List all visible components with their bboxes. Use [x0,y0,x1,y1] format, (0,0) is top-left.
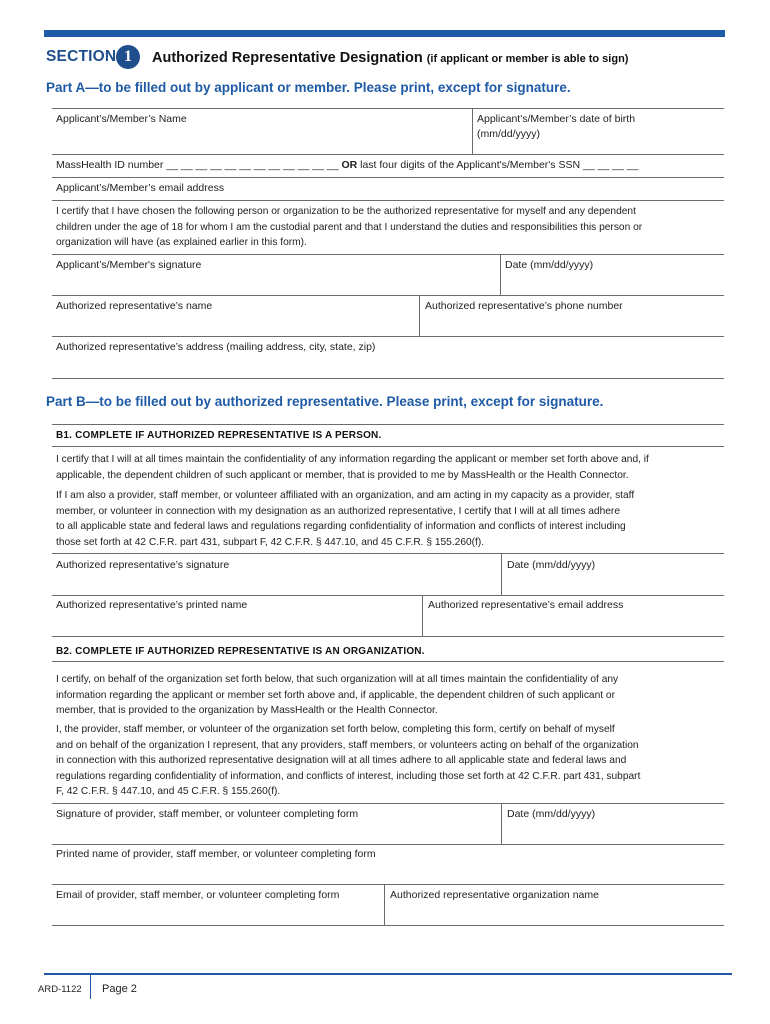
or-text: OR [341,159,358,171]
provider-date-field[interactable]: Date (mm/dd/yyyy) [507,808,596,820]
divider [52,884,724,885]
title-text: Authorized Representative Designation [152,50,423,66]
b1-paragraph-2 [56,488,728,550]
section-label: SECTION [46,48,117,65]
paragraph-line: member, that is provided to the organization by MassHealth or the Health Connector. [56,705,438,716]
footer-divider [90,975,91,999]
divider [52,295,724,296]
rep-date-field[interactable]: Date (mm/dd/yyyy) [507,559,596,571]
applicant-dob-field[interactable] [477,112,635,142]
divider [384,884,385,925]
paragraph-line: I, the provider, staff member, or volunteer of the organization set forth below, completing this form, certify on behalf of myself [56,724,615,735]
provider-email-field[interactable]: Email of provider, staff member, or volunteer completing form [56,889,340,901]
paragraph-line: I certify, on behalf of the organization set forth below, that such organization will at all times maintain the confidentiality of any [56,674,619,685]
part-a-heading: Part A—to be filled out by applicant or member. Please print, except for signature. [46,80,571,95]
page-title [152,50,628,66]
paragraph-line: F, 42 C.F.R. § 447.10, and 45 C.F.R. § 155.260(f). [56,786,281,797]
divider [52,595,724,596]
title-note: (if applicant or member is able to sign) [426,53,629,65]
paragraph-line: member, or volunteer in connection with my designation as an authorized representative, I certify that I will at all times adhere [56,505,620,517]
divider [52,636,724,637]
divider [52,844,724,845]
b1-title: B1. COMPLETE IF AUTHORIZED REPRESENTATIVE IS A PERSON. [56,430,382,441]
applicant-email-field[interactable]: Applicant’s/Member’s email address [56,182,225,194]
paragraph-line: I certify that I will at all times maintain the confidentiality of any information regarding the applicant or member set forth above and, if [56,454,649,465]
b1-paragraph-1 [56,452,728,483]
certification-line: children under the age of 18 for whom I am the custodial parent and that I understand the duties and responsibilities this person or [56,221,643,233]
applicant-name-field[interactable]: Applicant’s/Member’s Name [56,113,187,125]
applicant-date-field[interactable]: Date (mm/dd/yyyy) [505,259,594,271]
page-number: Page 2 [102,983,137,995]
divider [422,595,423,636]
divider [52,446,724,447]
divider [501,803,502,844]
b2-title: B2. COMPLETE IF AUTHORIZED REPRESENTATIVE IS AN ORGANIZATION. [56,646,425,657]
paragraph-line: applicable, the dependent children of such applicant or member, that is provided to me by MassHealth or the Health Connector. [56,469,629,481]
paragraph-line: those set forth at 42 C.F.R. part 431, subpart F, 42 C.F.R. § 447.10, and 45 C.F.R. § 155.260(f). [56,536,485,548]
divider [501,553,502,595]
divider [52,803,724,804]
divider [52,424,724,425]
form-id: ARD-1122 [38,984,82,995]
dob-label-line-2: (mm/dd/yyyy) [477,128,540,140]
footer-rule [44,973,732,975]
rep-phone-field[interactable]: Authorized representative’s phone number [425,300,623,312]
certification-text [56,204,728,251]
divider [419,295,420,336]
divider [500,254,501,295]
provider-signature-field[interactable]: Signature of provider, staff member, or volunteer completing form [56,808,359,820]
dob-label-line-1: Applicant's/Member’s date of birth [477,113,636,125]
rep-address-field[interactable]: Authorized representative’s address (mailing address, city, state, zip) [56,341,376,353]
b2-paragraph-1 [56,672,728,719]
paragraph-line: and on behalf of the organization I represent, that any providers, staff members, or volunteers acting on behalf of the organization [56,739,639,751]
divider [52,336,724,337]
rep-email-field[interactable]: Authorized representative’s email address [428,599,624,611]
paragraph-line: to all applicable state and federal laws and regulations regarding confidentiality of information and conflicts of interest including [56,521,626,532]
certification-line: organization will have (as explained earlier in this form). [56,237,307,248]
paragraph-line: in connection with this authorized representative designation will at all times adhere to all applicable state and federal laws and [56,755,627,766]
ssn-label: last four digits of the Applicant's/Member's SSN __ __ __ __ [360,159,639,171]
divider [52,108,724,109]
divider [52,553,724,554]
b2-paragraph-2 [56,722,728,800]
section-number-badge: 1 [116,45,140,69]
divider [52,378,724,379]
divider [52,177,724,178]
divider [52,925,724,926]
top-rule [44,30,725,37]
certification-line: I certify that I have chosen the following person or organization to be the authorized representative for myself and any dependent [56,206,636,217]
part-b-heading: Part B—to be filled out by authorized representative. Please print, except for signature. [46,394,604,409]
rep-printed-name-field[interactable]: Authorized representative’s printed name [56,599,248,611]
organization-name-field[interactable]: Authorized representative organization name [390,889,599,901]
rep-signature-field[interactable]: Authorized representative’s signature [56,559,230,571]
paragraph-line: regulations regarding confidentiality of information, and conflicts of interest, including those set forth at 42 C.F.R. part 431, subpart [56,770,641,782]
divider [52,661,724,662]
rep-name-field[interactable]: Authorized representative’s name [56,300,213,312]
divider [52,154,724,155]
applicant-signature-field[interactable]: Applicant’s/Member's signature [56,259,202,271]
provider-printed-name-field[interactable]: Printed name of provider, staff member, or volunteer completing form [56,848,376,860]
masshealth-id-row[interactable] [56,158,638,173]
paragraph-line: information regarding the applicant or member set forth above and, if applicable, the dependent children of such applicant or [56,689,615,701]
divider [52,200,724,201]
masshealth-id-label: MassHealth ID number __ __ __ __ __ __ __ __ __ __ __ __ [56,159,339,171]
divider [472,108,473,154]
divider [52,254,724,255]
paragraph-line: If I am also a provider, staff member, or volunteer affiliated with an organization, and am acting in my capacity as a provider, staff [56,490,635,501]
